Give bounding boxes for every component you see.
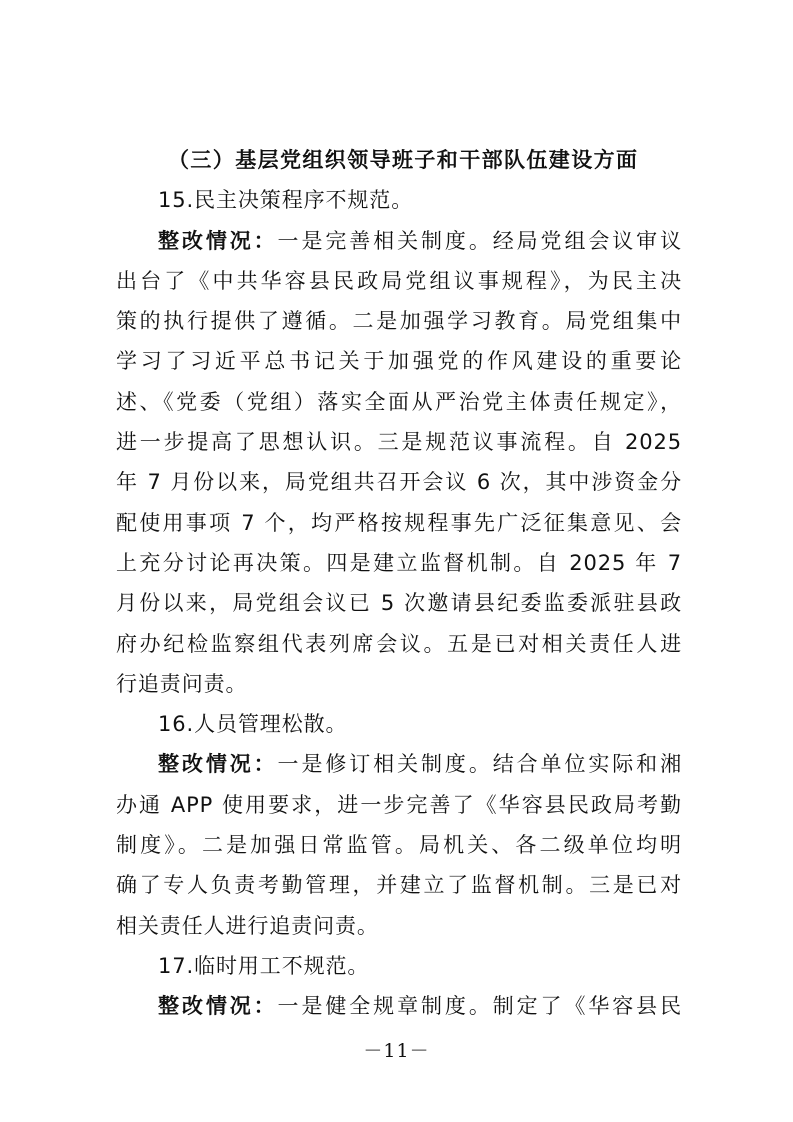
- paragraph-line: 策的执行提供了遵循。二是加强学习教育。局党组集中: [116, 309, 682, 334]
- paragraph-line: 府办纪检监察组代表列席会议。五是已对相关责任人进: [116, 631, 682, 656]
- paragraph-line: [116, 221, 682, 261]
- paragraph-line: 办通 APP 使用要求，进一步完善了《华容县民政局考勤: [116, 792, 682, 817]
- paragraph-line: 行追责问责。: [116, 671, 248, 696]
- rectification-label: 整改情况：: [158, 228, 278, 253]
- paragraph-line: 上充分讨论再决策。四是建立监督机制。自 2025 年 7: [116, 550, 682, 575]
- paragraph-text: 一是完善相关制度。经局党组会议审议: [277, 228, 682, 253]
- item-title: 17.临时用工不规范。: [158, 953, 370, 978]
- paragraph-line: 月份以来，局党组会议已 5 次邀请县纪委监委派驻县政: [116, 591, 682, 616]
- document-page: [116, 140, 682, 1027]
- item-title: 15.民主决策程序不规范。: [158, 188, 414, 213]
- rectification-label: 整改情况：: [158, 994, 278, 1019]
- paragraph-line: 配使用事项 7 个，均严格按规程事先广泛征集意见、会: [116, 510, 682, 535]
- paragraph-line: [116, 986, 682, 1026]
- page-number: －11－: [363, 1040, 430, 1062]
- paragraph-line: 年 7 月份以来，局党组共召开会议 6 次，其中涉资金分: [116, 470, 682, 495]
- paragraph-text: 一是修订相关制度。结合单位实际和湘: [277, 752, 682, 777]
- paragraph-line: [116, 744, 682, 784]
- paragraph-line: 出台了《中共华容县民政局党组议事规程》，为民主决: [116, 268, 682, 293]
- paragraph-text: 一是健全规章制度。制定了《华容县民: [277, 994, 682, 1019]
- paragraph-line: 制度》。二是加强日常监管。局机关、各二级单位均明: [116, 833, 682, 858]
- item-title: 16.人员管理松散。: [158, 712, 348, 737]
- paragraph-line: 相关责任人进行追责问责。: [116, 913, 379, 938]
- section-heading: （三）基层党组织领导班子和干部队伍建设方面: [168, 148, 639, 172]
- rectification-label: 整改情况：: [158, 752, 278, 777]
- paragraph-line: 进一步提高了思想认识。三是规范议事流程。自 2025: [116, 430, 682, 455]
- paragraph-line: 确了专人负责考勤管理，并建立了监督机制。三是已对: [116, 873, 682, 898]
- paragraph-line: 述、《党委（党组）落实全面从严治党主体责任规定》，: [116, 389, 682, 414]
- paragraph-line: 学习了习近平总书记关于加强党的作风建设的重要论: [116, 349, 682, 374]
